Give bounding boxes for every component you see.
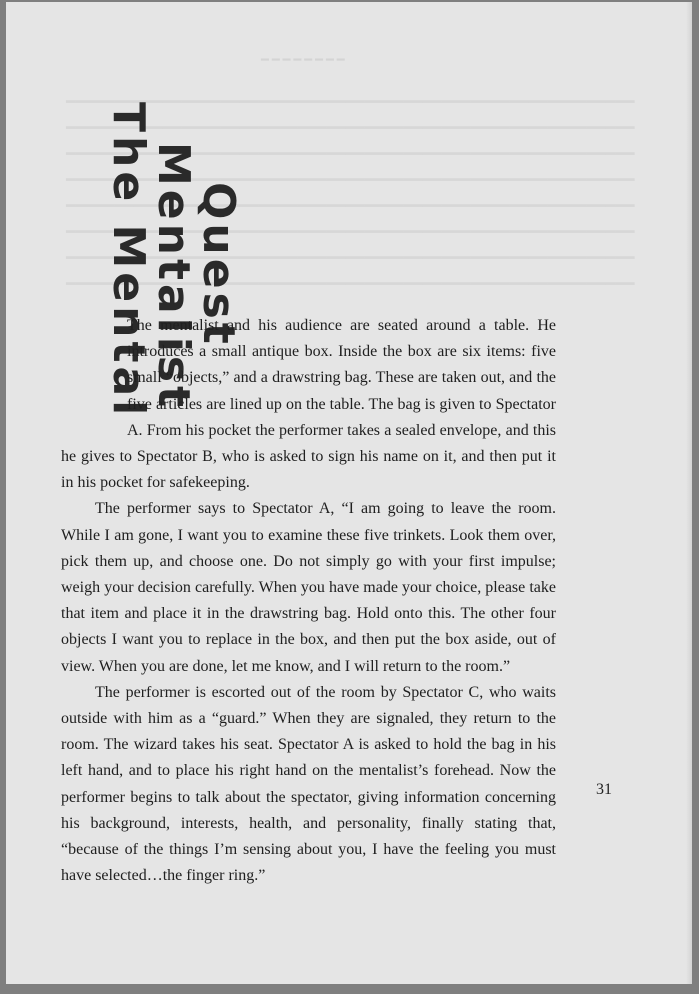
bleed-through-line: ━━━━━━━━━━━━━━━━━━━━━━━━━━━━━━━━━━━━━━━━━━━━━━━━━━━━━━━━━━━ — [66, 120, 635, 137]
page-number: 31 — [596, 781, 612, 798]
bleed-through-line: ━━━━━━━━━━━━━━━━━━━━━━━━━━━━━━━━━━━━━━━━━━━━━━━━━━━━━━━━━━━ — [66, 276, 635, 293]
paragraph: The mentalist and his audience are seated around a table. He introduces a small antique box. Inside the box are six items: five small “objects,” and a drawstring bag. These are taken out, and the five articles are lined up on the table. The bag is given to Spectator A. From his pocket the performer takes a sealed envelope, and this he gives to Spectator B, who is asked to sign his name on it, and then put it in his pocket for safekeeping. — [61, 317, 556, 492]
bleed-through-line: ━━━━━━━━━━━━━━━━━━━━━━━━━━━━━━━━━━━━━━━━━━━━━━━━━━━━━━━━━━━ — [66, 198, 635, 215]
paragraph: The performer says to Spectator A, “I am going to leave the room. While I am gone, I want you to examine these five trinkets. Look them over, pick them up, and choose one. Do not simply go with your first impulse; weigh your decision carefully. When you have made your choice, please take that item and place it in the drawstring bag. Hold onto this. The other four objects I want you to replace in the box, and then put the box aside, out of view. When you are done, let me know, and I will return to the room.” — [61, 500, 556, 675]
book-page — [6, 2, 692, 984]
title-line-2: Mentalist — [148, 142, 199, 412]
bleed-through-line: ━━━━━━━━━━━━━━━━━━━━━━━━━━━━━━━━━━━━━━━━━━━━━━━━━━━━━━━━━━━ — [66, 250, 635, 267]
bleed-through-line: ━━━━━━━━━━━━━━━━━━━━━━━━━━━━━━━━━━━━━━━━━━━━━━━━━━━━━━━━━━━ — [66, 172, 635, 189]
title-line-1: The Mental — [103, 102, 154, 420]
bleed-through-line: ━━━━━━━━━━━━━━━━━━━━━━━━━━━━━━━━━━━━━━━━━━━━━━━━━━━━━━━━━━━ — [66, 224, 635, 241]
title-line-3: Quest — [193, 182, 244, 348]
paragraph: The performer is escorted out of the room by Spectator C, who waits outside with him as a “guard.” When they are signaled, they return to the room. The wizard takes his seat. Spectator A is asked to hold the bag in his left hand, and to place his right hand on the mentalist’s forehead. Now the performer begins to talk about the spectator, giving information concerning his background, interests, health, and personality, finally stating that, “because of the things I’m sensing about you, I have the feeling you must have selected…the finger ring.” — [61, 683, 556, 885]
bleed-through-line: ━━━━━━━━━━━━━━━━━━━━━━━━━━━━━━━━━━━━━━━━━━━━━━━━━━━━━━━━━━━ — [66, 146, 635, 163]
body-text — [61, 313, 556, 889]
page-edge-shadow — [686, 2, 692, 984]
bleed-through-line: ━━━━━━━━━━━━━━━━━━━━━━━━━━━━━━━━━━━━━━━━━━━━━━━━━━━━━━━━━━━ — [66, 94, 635, 111]
bleed-through-heading: ━━━━━━━━ — [261, 52, 348, 67]
